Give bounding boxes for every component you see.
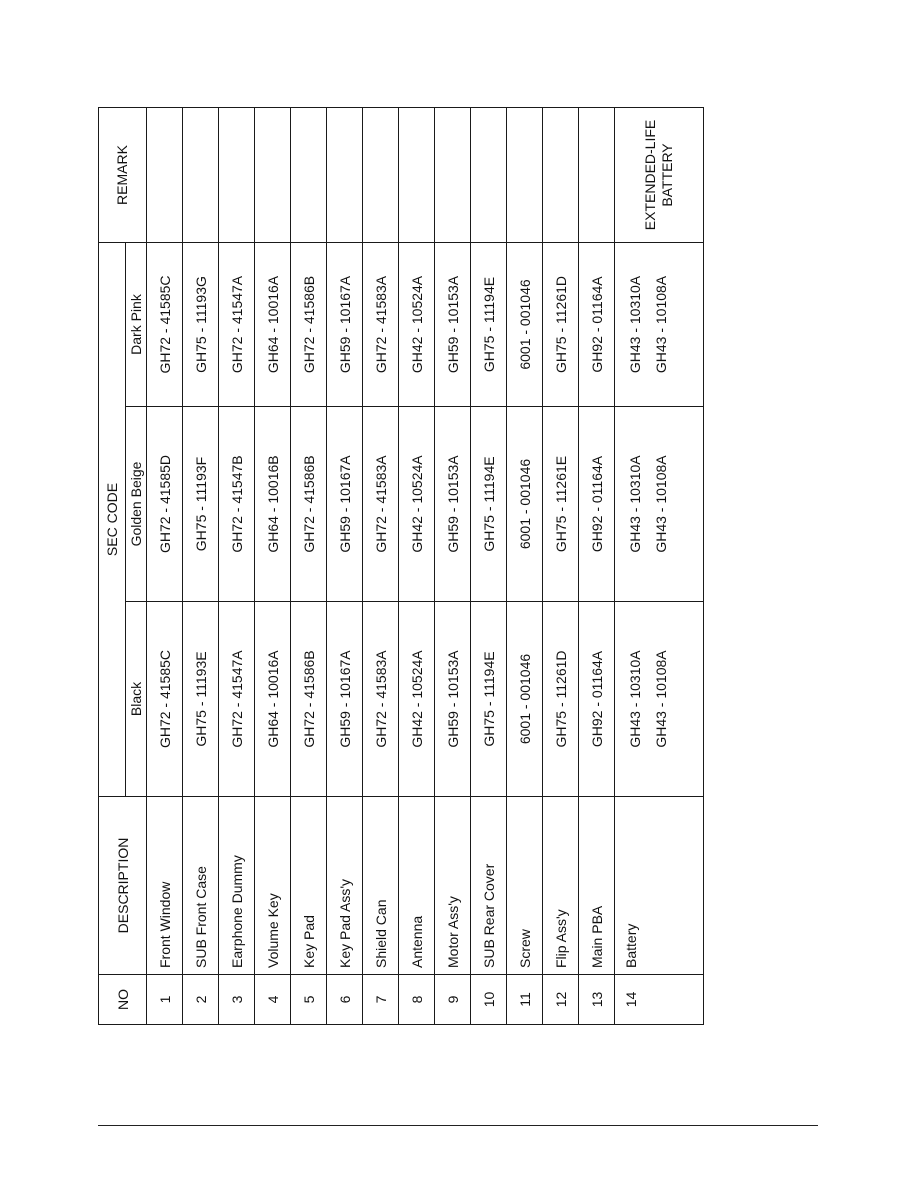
cell-code-golden-beige: GH72 - 41585D bbox=[147, 407, 183, 602]
cell-no: 9 bbox=[435, 975, 471, 1025]
code-line: GH43 - 10108A bbox=[653, 650, 669, 748]
table-row-battery bbox=[615, 107, 704, 1024]
cell-code-dark-pink: GH72 - 41547A bbox=[219, 242, 255, 406]
header-no: NO bbox=[99, 975, 147, 1025]
cell-remark bbox=[615, 107, 704, 242]
cell-no: 10 bbox=[471, 975, 507, 1025]
cell-code-black: GH59 - 10153A bbox=[435, 602, 471, 797]
cell-code-black: GH75 - 11261D bbox=[543, 602, 579, 797]
cell-description: Front Window bbox=[147, 797, 183, 975]
cell-description: Flip Ass'y bbox=[543, 797, 579, 975]
cell-remark bbox=[183, 107, 219, 242]
table-row bbox=[435, 107, 471, 1024]
cell-code-black: GH42 - 10524A bbox=[399, 602, 435, 797]
cell-code-dark-pink: GH64 - 10016A bbox=[255, 242, 291, 406]
footer-divider bbox=[98, 1125, 818, 1126]
cell-code-dark-pink: GH92 - 01164A bbox=[579, 242, 615, 406]
code-line: GH43 - 10108A bbox=[653, 455, 669, 553]
cell-code-black: GH72 - 41586B bbox=[291, 602, 327, 797]
cell-no: 8 bbox=[399, 975, 435, 1025]
cell-code-golden-beige: GH72 - 41583A bbox=[363, 407, 399, 602]
remark-line: BATTERY bbox=[659, 143, 675, 207]
table-header-row bbox=[99, 107, 126, 1024]
cell-code-dark-pink: GH72 - 41583A bbox=[363, 242, 399, 406]
cell-description: SUB Front Case bbox=[183, 797, 219, 975]
header-color-dark-pink: Dark Pink bbox=[126, 242, 147, 406]
cell-code-dark-pink: GH75 - 11193G bbox=[183, 242, 219, 406]
header-color-golden-beige: Golden Beige bbox=[126, 407, 147, 602]
cell-code-golden-beige: GH72 - 41547B bbox=[219, 407, 255, 602]
cell-remark bbox=[255, 107, 291, 242]
table-row bbox=[471, 107, 507, 1024]
cell-code-black: GH72 - 41547A bbox=[219, 602, 255, 797]
cell-code-black bbox=[615, 602, 704, 797]
cell-code-dark-pink bbox=[615, 242, 704, 406]
cell-code-dark-pink: 6001 - 001046 bbox=[507, 242, 543, 406]
cell-code-golden-beige: GH59 - 10153A bbox=[435, 407, 471, 602]
cell-no: 11 bbox=[507, 975, 543, 1025]
header-remark: REMARK bbox=[99, 107, 147, 242]
cell-code-golden-beige: GH42 - 10524A bbox=[399, 407, 435, 602]
table-row bbox=[291, 107, 327, 1024]
cell-code-dark-pink: GH72 - 41585C bbox=[147, 242, 183, 406]
cell-no: 1 bbox=[147, 975, 183, 1025]
cell-description: Screw bbox=[507, 797, 543, 975]
cell-no: 6 bbox=[327, 975, 363, 1025]
cell-code-golden-beige: GH75 - 11193F bbox=[183, 407, 219, 602]
cell-remark bbox=[327, 107, 363, 242]
rotated-parts-table-container bbox=[98, 108, 753, 1025]
cell-no: 4 bbox=[255, 975, 291, 1025]
table-row bbox=[255, 107, 291, 1024]
cell-code-dark-pink: GH42 - 10524A bbox=[399, 242, 435, 406]
table-row bbox=[507, 107, 543, 1024]
cell-remark bbox=[579, 107, 615, 242]
cell-code-black: GH59 - 10167A bbox=[327, 602, 363, 797]
cell-description: SUB Rear Cover bbox=[471, 797, 507, 975]
table-row bbox=[363, 107, 399, 1024]
cell-description: Main PBA bbox=[579, 797, 615, 975]
cell-code-golden-beige: GH72 - 41586B bbox=[291, 407, 327, 602]
cell-remark bbox=[291, 107, 327, 242]
cell-no: 7 bbox=[363, 975, 399, 1025]
cell-description: Shield Can bbox=[363, 797, 399, 975]
cell-description: Earphone Dummy bbox=[219, 797, 255, 975]
table-row bbox=[327, 107, 363, 1024]
cell-code-golden-beige: GH75 - 11194E bbox=[471, 407, 507, 602]
cell-code-dark-pink: GH72 - 41586B bbox=[291, 242, 327, 406]
cell-code-dark-pink: GH59 - 10167A bbox=[327, 242, 363, 406]
cell-code-golden-beige: GH75 - 11261E bbox=[543, 407, 579, 602]
cell-code-black: GH64 - 10016A bbox=[255, 602, 291, 797]
cell-code-dark-pink: GH75 - 11261D bbox=[543, 242, 579, 406]
cell-code-golden-beige: 6001 - 001046 bbox=[507, 407, 543, 602]
cell-code-golden-beige: GH92 - 01164A bbox=[579, 407, 615, 602]
cell-description: Volume Key bbox=[255, 797, 291, 975]
header-sec-code: SEC CODE bbox=[99, 242, 126, 796]
remark-line: EXTENDED-LIFE bbox=[642, 119, 658, 231]
cell-remark bbox=[219, 107, 255, 242]
cell-remark bbox=[507, 107, 543, 242]
cell-code-black: GH72 - 41583A bbox=[363, 602, 399, 797]
header-description: DESCRIPTION bbox=[99, 797, 147, 975]
cell-remark bbox=[543, 107, 579, 242]
cell-no: 3 bbox=[219, 975, 255, 1025]
table-row bbox=[147, 107, 183, 1024]
cell-remark bbox=[399, 107, 435, 242]
cell-code-black: GH75 - 11193E bbox=[183, 602, 219, 797]
cell-code-golden-beige bbox=[615, 407, 704, 602]
code-line: GH43 - 10310A bbox=[627, 275, 643, 374]
cell-code-black: GH75 - 11194E bbox=[471, 602, 507, 797]
cell-code-black: GH72 - 41585C bbox=[147, 602, 183, 797]
cell-code-golden-beige: GH59 - 10167A bbox=[327, 407, 363, 602]
cell-remark bbox=[471, 107, 507, 242]
cell-description: Antenna bbox=[399, 797, 435, 975]
cell-description: Battery bbox=[615, 797, 704, 975]
cell-description: Key Pad Ass'y bbox=[327, 797, 363, 975]
code-line: GH43 - 10310A bbox=[627, 650, 643, 748]
table-row bbox=[183, 107, 219, 1024]
table-row bbox=[579, 107, 615, 1024]
table-row bbox=[543, 107, 579, 1024]
cell-code-dark-pink: GH59 - 10153A bbox=[435, 242, 471, 406]
code-line: GH43 - 10310A bbox=[627, 455, 643, 553]
cell-remark bbox=[435, 107, 471, 242]
header-color-black: Black bbox=[126, 602, 147, 797]
cell-code-black: 6001 - 001046 bbox=[507, 602, 543, 797]
cell-description: Motor Ass'y bbox=[435, 797, 471, 975]
cell-code-black: GH92 - 01164A bbox=[579, 602, 615, 797]
cell-no: 13 bbox=[579, 975, 615, 1025]
cell-code-dark-pink: GH75 - 11194E bbox=[471, 242, 507, 406]
cell-remark bbox=[147, 107, 183, 242]
code-line: GH43 - 10108A bbox=[653, 275, 669, 374]
cell-no: 2 bbox=[183, 975, 219, 1025]
cell-no: 12 bbox=[543, 975, 579, 1025]
cell-code-golden-beige: GH64 - 10016B bbox=[255, 407, 291, 602]
table-row bbox=[399, 107, 435, 1024]
cell-description: Key Pad bbox=[291, 797, 327, 975]
cell-no: 5 bbox=[291, 975, 327, 1025]
table-body bbox=[147, 107, 704, 1024]
cell-no: 14 bbox=[615, 975, 704, 1025]
parts-table bbox=[98, 107, 704, 1025]
table-row bbox=[219, 107, 255, 1024]
cell-remark bbox=[363, 107, 399, 242]
